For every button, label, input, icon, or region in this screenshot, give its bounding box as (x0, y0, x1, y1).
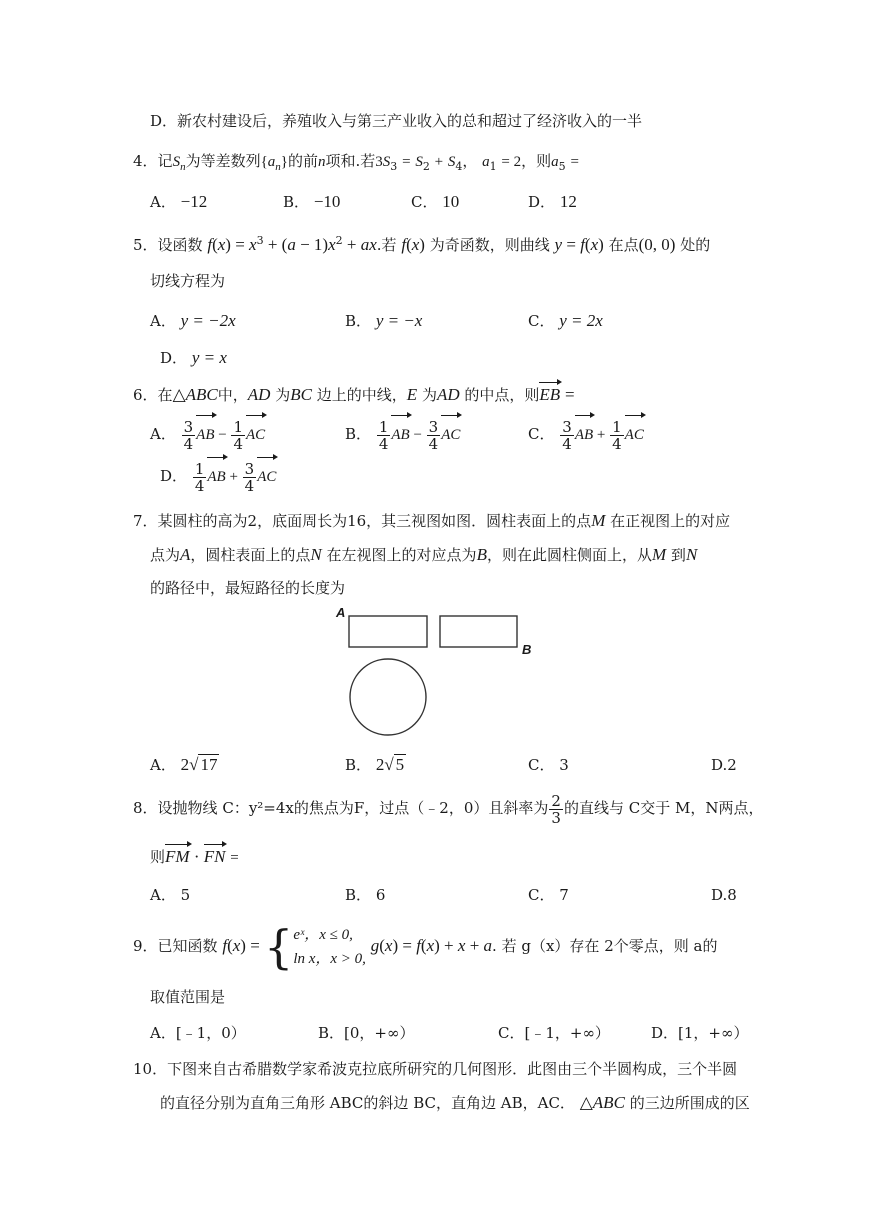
q5-option-b[interactable] (345, 310, 422, 332)
q9-text: a的 (693, 937, 718, 955)
q8-text: C：y²=4x的焦点为 (222, 799, 354, 817)
option-label: B． (283, 193, 310, 211)
q8-option-c[interactable] (528, 884, 569, 906)
q9-text: 已知函数 (157, 937, 218, 955)
q4-text: 项和.若 (325, 152, 376, 170)
option-value: −12 (180, 192, 208, 211)
option-label: D． (160, 349, 188, 367)
q3-option-d: D．新农村建设后，养殖收入与第三产业收入的总和超过了经济收入的一半 (150, 112, 643, 130)
q10-text: AB，AC． (500, 1094, 575, 1112)
option-value: 8 (727, 886, 737, 904)
q4-text: ， (462, 152, 478, 170)
q7-figure-label-a: A (336, 605, 346, 620)
q9-number: 9． (133, 937, 158, 955)
q9-option-c[interactable]: C．[﹣1，+∞） (498, 1024, 610, 1042)
q9-option-d[interactable]: D．[1，+∞） (651, 1024, 749, 1042)
q6-text: 中， (217, 386, 248, 404)
q9-stem-line2: 取值范围是 (150, 988, 226, 1006)
q5-stem-line2: 切线方程为 (150, 272, 226, 290)
q7-number: 7． (133, 512, 158, 530)
q8-option-a[interactable] (150, 884, 190, 906)
top-view-circle (350, 659, 426, 735)
q6-text: 为 (275, 386, 291, 404)
q8-stem-line2: 则FM · FN = (150, 847, 239, 866)
q7-text: 点为 (150, 546, 181, 564)
option-value: 6 (375, 886, 386, 904)
q8-stem-line1 (133, 790, 763, 826)
option-value: y = −x (375, 311, 423, 330)
option-value: −10 (313, 192, 341, 211)
q6-text: 在 (157, 386, 173, 404)
q7-text: 到 (670, 546, 686, 564)
option-label: D. (711, 756, 728, 774)
option-value: 12 (559, 192, 577, 211)
option-label: A． (150, 756, 176, 774)
q6-stem: 6．在△ABC中，AD 为BC 边上的中线，E 为AD 的中点，则EB = (133, 385, 575, 404)
q10-text: 下图来自古希腊数学家希波克拉底所研究的几何图形．此图由三个半圆构成，三个半圆 (167, 1060, 738, 1078)
q10-stem-line2: 的直径分别为直角三角形 ABC的斜边 BC，直角边 AB，AC． △ABC 的三边所围成的区 (160, 1093, 750, 1112)
q4-text: 为等差数列 (185, 152, 261, 170)
option-label: C． (411, 193, 438, 211)
q5-text: 处的 (680, 236, 711, 254)
q10-text: ABC的斜边 (329, 1094, 409, 1112)
q7-option-d[interactable] (711, 754, 737, 776)
q5-number: 5． (133, 236, 158, 254)
q9-piecewise (293, 923, 366, 971)
q7-figure-label-b: B (522, 642, 532, 657)
option-label: B． (345, 312, 372, 330)
q8-slope-fraction: $\frac{2}{3}$ (551, 791, 561, 827)
option-value: y = x (191, 348, 227, 367)
option-value: 7 (559, 886, 569, 904)
q6-text: 为 (421, 386, 437, 404)
q8-text: 设抛物线 (157, 799, 218, 817)
q7-option-b[interactable]: B． 2√ 5 (345, 755, 405, 774)
option-label: A． (150, 425, 176, 443)
option-label: A． (150, 312, 176, 330)
left-view-rect (440, 616, 517, 647)
option-value: 2 (727, 756, 737, 774)
q10-number: 10． (133, 1060, 168, 1078)
q7-text: ，则在此圆柱侧面上，从 (486, 546, 652, 564)
option-label: D． (160, 467, 188, 485)
q5-text: 为奇函数，则曲线 (429, 236, 550, 254)
q9-text: . 若 (492, 937, 517, 955)
q5-stem: 5．设函数 $f(x) = x^3 + (a - 1)x^2$ + ax.若 f(x) 为奇函数，则曲线 y = f(x) 在点(0, 0) 处的 (133, 234, 711, 254)
q6-option-c[interactable]: C． $\frac{3}{4}$ AB + $\frac{1}{4}$ AC (528, 417, 644, 453)
q10-stem-line1 (133, 1058, 737, 1080)
q9-case-1: eˣ，x ≤ 0, (293, 927, 353, 943)
option-label: A． (150, 193, 176, 211)
option-label: B． (345, 425, 372, 443)
option-label: A． (150, 886, 176, 904)
q4-option-d[interactable] (528, 191, 577, 213)
option-value: y = 2x (559, 311, 603, 330)
option-label: B． (345, 756, 372, 774)
option-label: D. (711, 886, 728, 904)
option-label: D． (528, 193, 556, 211)
q5-text: 在点 (608, 236, 639, 254)
q7-stem-line3: 的路径中，最短路径的长度为 (150, 579, 346, 597)
option-value: 3 (559, 756, 569, 774)
q7-text: 某圆柱的高为2，底面周长为16，其三视图如图．圆柱表面上的点 (157, 512, 592, 530)
q7-stem-line1: 7．某圆柱的高为2，底面周长为16，其三视图如图．圆柱表面上的点M 在正视图上的对应 (133, 511, 731, 530)
q5-option-d[interactable] (160, 347, 227, 369)
q4-option-a[interactable] (150, 191, 207, 213)
q4-text: ，则 (521, 152, 552, 170)
option-label: C． (528, 756, 555, 774)
q9-case-2: ln x，x > 0, (293, 951, 366, 967)
option-value: y = −2x (180, 311, 236, 330)
option-value: 5 (180, 886, 191, 904)
option-value: 10 (442, 192, 460, 211)
q5-text: 设函数 (157, 236, 203, 254)
option-label: C． (528, 886, 555, 904)
q4-stem: 4．记$S_n$为等差数列$\{a_n\}$的前n项和.若$3S_3 = S_2 + S_4$， $a_1 = 2$，则$a_5$ = (133, 152, 579, 173)
q8-option-d[interactable] (711, 884, 737, 906)
q7-three-view-figure (330, 600, 550, 750)
q7-option-c[interactable] (528, 754, 569, 776)
front-view-rect (349, 616, 427, 647)
q4-option-c[interactable] (411, 191, 459, 213)
q6-text: 的中点，则 (464, 386, 540, 404)
q5-option-a[interactable] (150, 310, 236, 332)
q6-number: 6． (133, 386, 158, 404)
q7-stem-line2: 点为A，圆柱表面上的点N 在左视图上的对应点为B，则在此圆柱侧面上，从M 到N (150, 545, 698, 564)
q8-text: 则 (150, 848, 166, 866)
q8-option-b[interactable] (345, 884, 385, 906)
q6-text: 边上的中线， (316, 386, 407, 404)
option-label: C． (528, 312, 555, 330)
q6-option-b[interactable]: B． $\frac{1}{4}$ AB − $\frac{3}{4}$ AC (345, 417, 461, 453)
q7-text: 在左视图上的对应点为 (326, 546, 477, 564)
q10-text: 的三边所围成的区 (629, 1094, 750, 1112)
q9-text: 2个零点，则 (604, 937, 689, 955)
q9-option-b[interactable]: B．[0，+∞） (318, 1024, 415, 1042)
q4-text: 记 (157, 152, 173, 170)
q5-text: .若 (376, 236, 397, 254)
q8-text: F，过点（﹣2，0）且斜率为 (353, 799, 549, 817)
q6-option-d[interactable]: D． $\frac{1}{4}$ AB + $\frac{3}{4}$ AC (160, 459, 277, 495)
q4-option-b[interactable] (283, 191, 340, 213)
q7-text: ，圆柱表面上的点 (190, 546, 311, 564)
q6-option-a[interactable]: A． $\frac{3}{4}$ AB − $\frac{1}{4}$ AC (150, 417, 266, 453)
q10-text: 的直径分别为直角三角形 (160, 1094, 326, 1112)
option-label: B． (345, 886, 372, 904)
option-label: C． (528, 425, 555, 443)
q8-text: C交于 (628, 799, 671, 817)
q8-text: 的直线与 (563, 799, 624, 817)
q9-option-a[interactable]: A．[﹣1，0） (150, 1024, 246, 1042)
q5-option-c[interactable] (528, 310, 603, 332)
q9-stem: 9．已知函数 f(x) = { eˣ，x ≤ 0, ln x，x > 0, g(x) = f(x) + x + a. 若 g（x）存在 2个零点，则 a的 (133, 920, 718, 974)
q10-text: BC，直角边 (413, 1094, 496, 1112)
q8-number: 8． (133, 799, 158, 817)
q4-text: 的前 (287, 152, 318, 170)
q8-text: M，N两点， (675, 799, 764, 817)
q9-text: g（x）存在 (521, 937, 600, 955)
q7-text: 在正视图上的对应 (610, 512, 731, 530)
q7-option-a[interactable]: A． 2√ 17 (150, 755, 218, 774)
q4-number: 4． (133, 152, 158, 170)
